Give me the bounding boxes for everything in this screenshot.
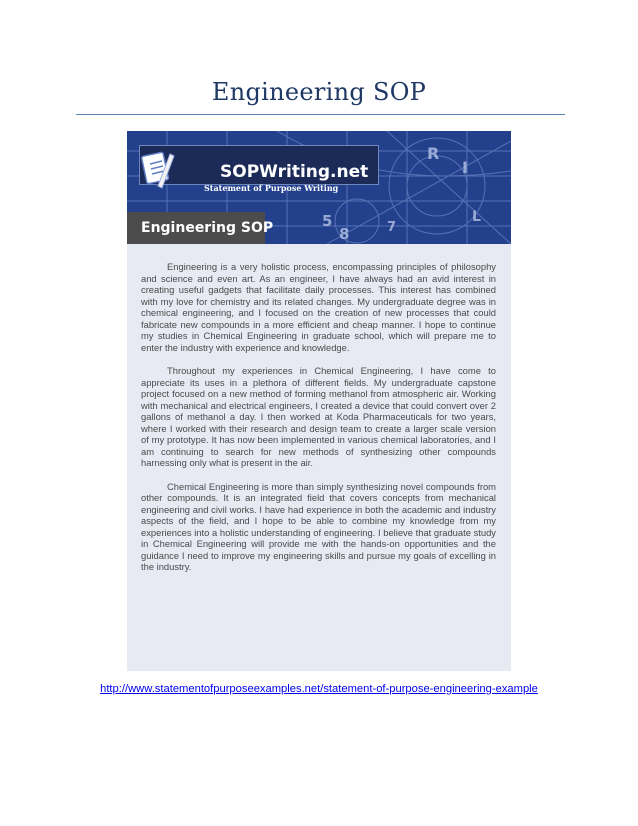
svg-text:5: 5	[322, 212, 333, 230]
sop-paragraph: Throughout my experiences in Chemical Engineering, I have come to appreciate its uses in a plethora of different fields. My undergraduate capstone project focused on a new method of forming methanol from atmospheric air. Working with mechanical and electrical engineers, I created a device that could convert over 2 gallons of methanol a day. I then worked at Koda Pharmaceuticals for two years, where I worked with their research and design team to create a larger scale version of my prototype. It has now been implemented in various chemical laboratories, and I am continuing to search for new methods of synthesizing other compounds harnessing only what is present in the air.	[141, 365, 496, 468]
svg-text:7: 7	[387, 220, 397, 235]
logo-site-name: SOPWriting.net	[220, 162, 369, 182]
banner-heading: Engineering SOP	[141, 220, 274, 236]
svg-text:I: I	[462, 158, 468, 177]
sop-body	[141, 261, 496, 585]
svg-text:8: 8	[339, 225, 350, 243]
blueprint-banner	[127, 131, 511, 244]
title-divider	[76, 114, 565, 115]
logo-tagline: Statement of Purpose Writing	[204, 183, 339, 193]
sop-paragraph: Engineering is a very holistic process, encompassing principles of philosophy and science and even art. As an engineer, I have always had an avid interest in creating useful gadgets that facilitate daily processes. This interest has combined with my love for chemistry and its related changes. My undergraduate degree was in chemical engineering, and I focused on the creation of new processes that could fabricate new compounds in a more efficient and cheap manner. I hope to continue my studies in Chemical Engineering in graduate school, which will prepare me to enter the industry with experience and knowledge.	[141, 261, 496, 353]
svg-text:R: R	[427, 144, 440, 163]
document-pen-icon	[140, 146, 180, 190]
sop-sample-image	[127, 131, 511, 671]
source-link[interactable]: http://www.statementofpurposeexamples.net/statement-of-purpose-engineering-example	[100, 683, 538, 695]
svg-text:L: L	[472, 209, 481, 225]
page-title: Engineering SOP	[211, 78, 427, 106]
sop-paragraph: Chemical Engineering is more than simply synthesizing novel compounds from other compounds. It is an integrated field that covers concepts from mechanical engineering and civil works. I have had experience in both the academic and industry aspects of the field, and I hope to be able to combine my knowledge from my experiences into a holistic understanding of engineering. I believe that graduate study in Chemical Engineering will provide me with the hands-on opportunities and the guidance I need to improve my engineering skills and pursue my goals of excelling in the industry.	[141, 480, 496, 572]
site-logo	[139, 145, 379, 193]
